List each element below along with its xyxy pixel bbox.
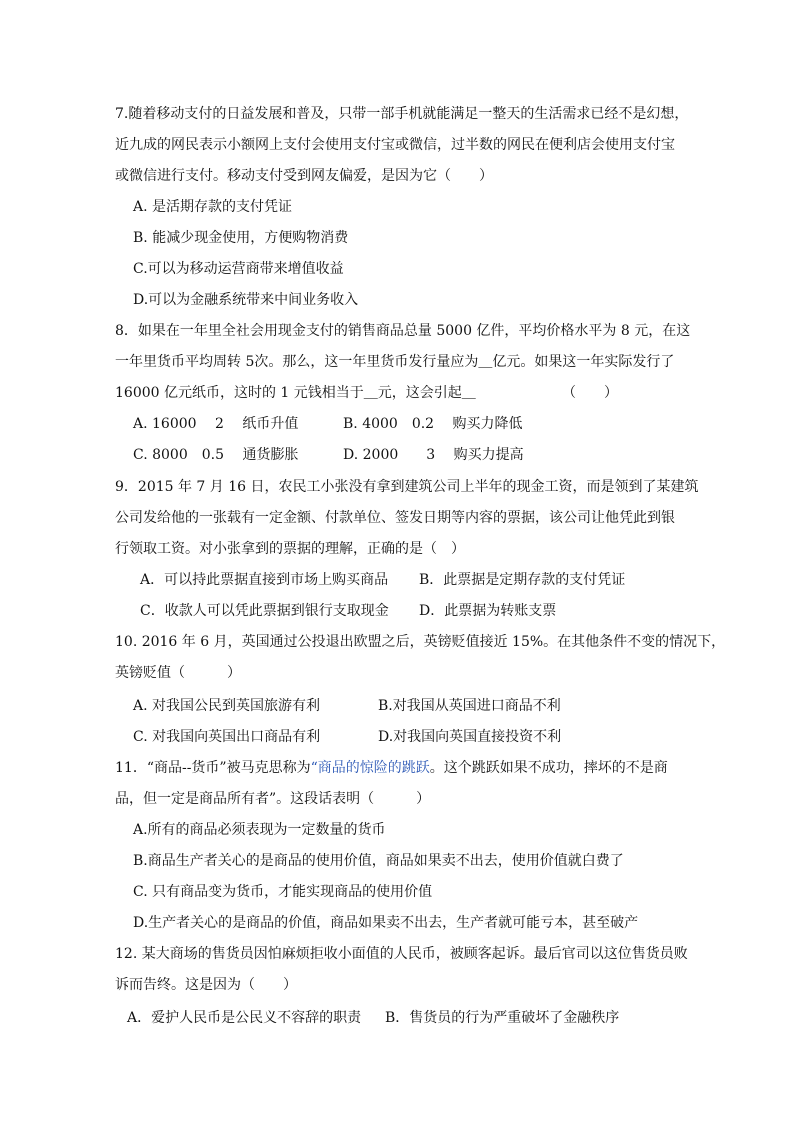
q9-stem-line-2: 公司发给他的一张载有一定金额、付款单位、签发日期等内容的票据，该公司让他凭此到银 <box>115 510 675 526</box>
q10-stem-line-1: 10. 2016 年 6 月，英国通过公投退出欧盟之后，英镑贬值接近 15%。在其他条件不变的情况下， <box>115 634 726 650</box>
q12-option-b: B．售货员的行为严重破坏了金融秩序 <box>385 1010 620 1026</box>
q11-stem-line-2: 品，但一定是商品所有者”。这段话表明（ ） <box>115 791 431 807</box>
q7-stem-line-2: 近九成的网民表示小额网上支付会使用支付宝或微信，过半数的网民在便利店会使用支付宝 <box>115 137 675 153</box>
q12-stem-line-1: 12. 某大商场的售货员因怕麻烦拒收小面值的人民币，被顾客起诉。最后官司以这位售货员败 <box>115 946 688 962</box>
q8-stem-line-2: 一年里货币平均周转 5次。那么，这一年里货币发行量应为＿亿元。如果这一年实际发行了 <box>115 354 675 370</box>
q7-stem-line-1: 7.随着移动支付的日益发展和普及，只带一部手机就能满足一整天的生活需求已经不是幻想， <box>115 106 689 122</box>
q11-option-b: B.商品生产者关心的是商品的使用价值，商品如果卖不出去，使用价值就白费了 <box>133 853 624 869</box>
q11-option-c: C. 只有商品变为货币，才能实现商品的使用价值 <box>133 884 433 900</box>
q8-option-c: C. 8000 0.5 通货膨胀 <box>133 447 299 463</box>
q9-stem-line-1: 9．2015 年 7 月 16 日，农民工小张没有拿到建筑公司上半年的现金工资，而是领到了某建筑 <box>115 479 699 495</box>
q8-stem-line-3: 16000 亿元纸币，这时的 1 元钱相当于＿元，这会引起＿ <box>115 385 476 401</box>
q10-option-a: A. 对我国公民到英国旅游有利 <box>133 698 321 714</box>
q7-option-a: A. 是活期存款的支付凭证 <box>133 199 293 215</box>
q11-stem-part-a: 11．“商品--货币”被马克思称为 <box>115 760 311 776</box>
q7-option-d: D.可以为金融系统带来中间业务收入 <box>133 292 359 308</box>
q11-quote-highlight: “商品的惊险的跳跃 <box>310 760 430 776</box>
q7-option-c: C.可以为移动运营商带来增值收益 <box>133 261 344 277</box>
q8-stem-line-1: 8．如果在一年里全社会用现金支付的销售商品总量 5000 亿件，平均价格水平为 8 元，在这 <box>115 323 691 339</box>
q8-option-a: A. 16000 2 纸币升值 <box>133 416 299 432</box>
q9-option-d: D．此票据为转账支票 <box>419 603 557 619</box>
q9-option-a: A．可以持此票据直接到市场上购买商品 <box>140 572 389 588</box>
q11-stem-line-1 <box>115 758 668 778</box>
q10-option-d: D.对我国向英国直接投资不利 <box>378 729 562 745</box>
q7-option-b: B. 能减少现金使用，方便购物消费 <box>133 230 349 246</box>
q10-option-b: B.对我国从英国进口商品不利 <box>378 698 561 714</box>
q11-option-d: D.生产者关心的是商品的价值，商品如果卖不出去，生产者就可能亏本，甚至破产 <box>133 915 639 931</box>
q8-option-d: D. 2000 3 购买力提高 <box>343 447 524 463</box>
q12-stem-line-2: 诉而告终。这是因为（ ） <box>115 977 297 993</box>
q11-option-a: A.所有的商品必须表现为一定数量的货币 <box>133 822 386 838</box>
q10-stem-line-2: 英镑贬值（ ） <box>115 665 241 681</box>
q9-option-b: B．此票据是定期存款的支付凭证 <box>419 572 626 588</box>
q8-answer-paren: （ ） <box>562 385 618 401</box>
q8-option-b: B. 4000 0.2 购买力降低 <box>343 416 523 432</box>
q7-stem-line-3: 或微信进行支付。移动支付受到网友偏爱，是因为它（ ） <box>115 168 493 184</box>
q9-option-c: C．收款人可以凭此票据到银行支取现金 <box>140 603 389 619</box>
q11-stem-part-b: 。这个跳跃如果不成功，摔坏的不是商 <box>429 760 668 776</box>
q10-option-c: C. 对我国向英国出口商品有利 <box>133 729 321 745</box>
q9-stem-line-3: 行领取工资。对小张拿到的票据的理解，正确的是（ ） <box>115 541 465 557</box>
q12-option-a: A．爱护人民币是公民义不容辞的职责 <box>127 1010 362 1026</box>
